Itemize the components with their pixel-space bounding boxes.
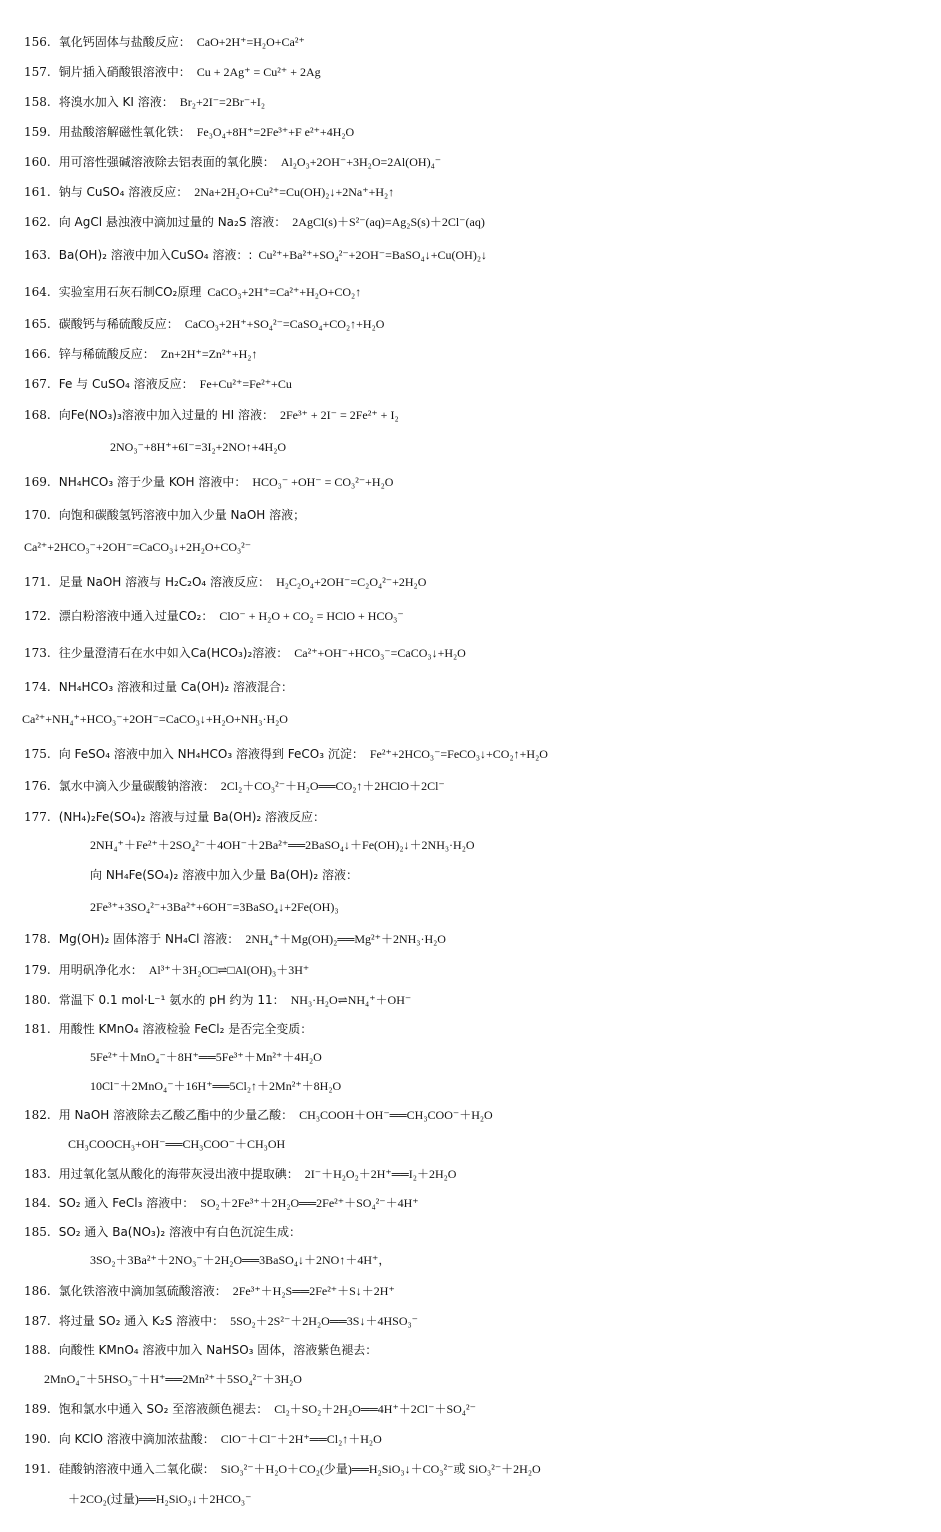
ionic-equation: CaO+2H⁺=H₂O+Ca²⁺ [196, 35, 305, 49]
item-number: 191. [24, 1462, 51, 1476]
item-number: 158. [24, 95, 51, 109]
equation-line [0, 598, 941, 630]
equation-line [0, 1068, 941, 1100]
item-number: 189. [24, 1402, 51, 1416]
reaction-description: 向Fe(NO₃)₃溶液中加入过量的 HI 溶液： [58, 408, 274, 422]
reaction-description: 将过量 SO₂ 通入 K₂S 溶液中： [58, 1314, 225, 1328]
equation-line [0, 768, 941, 800]
item-number: 187. [24, 1314, 51, 1328]
reaction-description: NH₄HCO₃ 溶于少量 KOH 溶液中： [58, 475, 247, 489]
ionic-equation: Cu²⁺+Ba²⁺+SO₄²⁻+2OH⁻=BaSO₄↓+Cu(OH)₂↓ [258, 248, 488, 262]
equation-line [0, 366, 941, 398]
reaction-description: SO₂ 通入 FeCl₃ 溶液中： [58, 1196, 195, 1210]
item-number: 168. [24, 408, 51, 422]
ionic-equation: 2NH₄⁺＋Mg(OH)₂══Mg²⁺＋2NH₃·H₂O [245, 932, 446, 946]
ionic-equation: Ca²⁺+NH₄⁺+HCO₃⁻+2OH⁻=CaCO₃↓+H₂O+NH₃·H₂O [22, 712, 288, 726]
item-number: 174. [24, 680, 51, 694]
ionic-equation: 2AgCl(s)＋S²⁻(aq)=Ag₂S(s)＋2Cl⁻(aq) [292, 215, 485, 229]
reaction-description: 用 NaOH 溶液除去乙酸乙酯中的少量乙酸： [58, 1108, 294, 1122]
equation-line [0, 1156, 941, 1188]
reaction-description: 硅酸钠溶液中通入二氧化碳： [58, 1462, 215, 1476]
reaction-description: 漂白粉溶液中通入过量CO₂： [58, 609, 214, 623]
equation-line [0, 464, 941, 496]
equation-line [0, 1039, 941, 1071]
item-number: 170. [24, 508, 51, 522]
ionic-equation: 5Fe²⁺＋MnO₄⁻＋8H⁺══5Fe³⁺＋Mn²⁺＋4H₂O [90, 1050, 322, 1064]
reaction-description: 向 FeSO₄ 溶液中加入 NH₄HCO₃ 溶液得到 FeCO₃ 沉淀： [58, 747, 364, 761]
reaction-description: 碳酸钙与稀硫酸反应： [58, 317, 179, 331]
item-number: 178. [24, 932, 51, 946]
item-number: 167. [24, 377, 51, 391]
item-number: 179. [24, 963, 51, 977]
ionic-equation: Fe₃O₄+8H⁺=2Fe³⁺+F e²⁺+4H₂O [196, 125, 355, 139]
ionic-equation: 2Fe³⁺+3SO₄²⁻+3Ba²⁺+6OH⁻=3BaSO₄↓+2Fe(OH)₃ [90, 900, 339, 914]
ionic-equation: 10Cl⁻＋2MnO₄⁻＋16H⁺══5Cl₂↑＋2Mn²⁺＋8H₂O [90, 1079, 342, 1093]
equation-line [0, 529, 941, 561]
reaction-description: 氧化钙固体与盐酸反应： [58, 35, 191, 49]
reaction-description: 实验室用石灰石制CO₂原理 [58, 285, 202, 299]
reaction-description: SO₂ 通入 Ba(NO₃)₂ 溶液中有白色沉淀生成： [58, 1225, 302, 1239]
equation-line [0, 397, 941, 429]
reaction-description: 将溴水加入 KI 溶液： [58, 95, 174, 109]
item-number: 182. [24, 1108, 51, 1122]
reaction-description: 铜片插入硝酸银溶液中： [58, 65, 191, 79]
ionic-equation: ClO⁻＋Cl⁻＋2H⁺══Cl₂↑＋H₂O [220, 1432, 382, 1446]
reaction-description: 向酸性 KMnO₄ 溶液中加入 NaHSO₃ 固体，溶液紫色褪去： [58, 1343, 378, 1357]
item-number: 169. [24, 475, 51, 489]
reaction-description: 氯化铁溶液中滴加氢硫酸溶液： [58, 1284, 227, 1298]
item-number: 171. [24, 575, 51, 589]
reaction-description: 用明矾净化水： [58, 963, 143, 977]
equation-line [0, 1421, 941, 1453]
reaction-description: 用过氧化氢从酸化的海带灰浸出液中提取碘： [58, 1167, 299, 1181]
item-number: 180. [24, 993, 51, 1007]
equation-line [0, 1451, 941, 1483]
equation-line [0, 1126, 941, 1158]
ionic-equation: CH₃COOCH₃+OH⁻══CH₃COO⁻＋CH₃OH [68, 1137, 286, 1151]
equation-line [0, 1361, 941, 1393]
item-number: 166. [24, 347, 51, 361]
reaction-description: 向 KClO 溶液中滴加浓盐酸： [58, 1432, 215, 1446]
equation-line [0, 921, 941, 953]
item-number: 160. [24, 155, 51, 169]
reaction-description: NH₄HCO₃ 溶液和过量 Ca(OH)₂ 溶液混合： [58, 680, 294, 694]
reaction-description: (NH₄)₂Fe(SO₄)₂ 溶液与过量 Ba(OH)₂ 溶液反应： [58, 810, 326, 824]
ionic-equation: CH₃COOH＋OH⁻══CH₃COO⁻＋H₂O [299, 1108, 493, 1122]
reaction-description: 足量 NaOH 溶液与 H₂C₂O₄ 溶液反应： [58, 575, 271, 589]
equation-line [0, 1097, 941, 1129]
equation-line [0, 1303, 941, 1335]
ionic-equation: 5SO₂＋2S²⁻＋2H₂O══3S↓＋4HSO₃⁻ [230, 1314, 419, 1328]
reaction-description: 氯水中滴入少量碳酸钠溶液： [58, 779, 215, 793]
equation-line [0, 952, 941, 984]
ionic-equation: Ca²⁺+2HCO₃⁻+2OH⁻=CaCO₃↓+2H₂O+CO₃²⁻ [24, 540, 252, 554]
item-number: 176. [24, 779, 51, 793]
ionic-equation: 2I⁻＋H₂O₂＋2H⁺══I₂＋2H₂O [304, 1167, 457, 1181]
ionic-equation: 2Na+2H₂O+Cu²⁺=Cu(OH)₂↓+2Na⁺+H₂↑ [194, 185, 395, 199]
equation-line [0, 274, 941, 306]
equation-line [0, 564, 941, 596]
ionic-equation: Cl₂＋SO₂＋2H₂O══4H⁺＋2Cl⁻＋SO₄²⁻ [274, 1402, 476, 1416]
ionic-equation: 2Fe³⁺＋H₂S══2Fe²⁺＋S↓＋2H⁺ [232, 1284, 395, 1298]
equation-line [0, 1332, 941, 1364]
item-number: 161. [24, 185, 51, 199]
item-number: 186. [24, 1284, 51, 1298]
reaction-description: 饱和氯水中通入 SO₂ 至溶液颜色褪去： [58, 1402, 269, 1416]
item-number: 165. [24, 317, 51, 331]
item-number: 190. [24, 1432, 51, 1446]
ionic-equation: NH₃·H₂O⇌NH₄⁺＋OH⁻ [290, 993, 412, 1007]
ionic-equation: 2NO₃⁻+8H⁺+6I⁻=3I₂+2NO↑+4H₂O [110, 440, 287, 454]
equation-line [0, 174, 941, 206]
equation-line [0, 306, 941, 338]
reaction-description: 往少量澄清石在水中如入Ca(HCO₃)₂溶液： [58, 646, 289, 660]
equation-line [0, 24, 941, 56]
equation-line [0, 237, 941, 269]
equation-line [0, 857, 941, 889]
equation-line [0, 114, 941, 146]
ionic-equation: 3SO₂＋3Ba²⁺＋2NO₃⁻＋2H₂O══3BaSO₄↓＋2NO↑＋4H⁺， [90, 1253, 391, 1267]
item-number: 164. [24, 285, 51, 299]
reaction-description: 用盐酸溶解磁性氧化铁： [58, 125, 191, 139]
ionic-equation: CaCO₃+2H⁺+SO₄²⁻=CaSO₄+CO₂↑+H₂O [184, 317, 385, 331]
item-number: 163. [24, 248, 51, 262]
equation-line [0, 1273, 941, 1305]
item-number: 188. [24, 1343, 51, 1357]
item-number: 177. [24, 810, 51, 824]
ionic-equation: ClO⁻ + H₂O + CO₂ = HClO + HCO₃⁻ [219, 609, 404, 623]
equation-line [0, 497, 941, 529]
reaction-description: 钠与 CuSO₄ 溶液反应： [58, 185, 189, 199]
item-number: 172. [24, 609, 51, 623]
ionic-equation: CaCO₃+2H⁺=Ca²⁺+H₂O+CO₂↑ [207, 285, 362, 299]
ionic-equation: SiO₃²⁻＋H₂O＋CO₂(少量)══H₂SiO₃↓＋CO₃²⁻或 SiO₃²⁻＋2H₂O [220, 1462, 541, 1476]
equation-line [0, 1185, 941, 1217]
equation-line [0, 336, 941, 368]
item-number: 156. [24, 35, 51, 49]
ionic-equation: Ca²⁺+OH⁻+HCO₃⁻=CaCO₃↓+H₂O [294, 646, 466, 660]
equation-line [0, 635, 941, 667]
reaction-description: 锌与稀硫酸反应： [58, 347, 155, 361]
equation-line [0, 827, 941, 859]
equation-line [0, 736, 941, 768]
reaction-description: 用酸性 KMnO₄ 溶液检验 FeCl₂ 是否完全变质： [58, 1022, 313, 1036]
item-number: 184. [24, 1196, 51, 1210]
equation-line [0, 1391, 941, 1423]
ionic-equation: Al₂O₃+2OH⁻+3H₂O=2Al(OH)₄⁻ [280, 155, 442, 169]
ionic-equation: 2MnO₄⁻＋5HSO₃⁻＋H⁺══2Mn²⁺＋5SO₄²⁻＋3H₂O [44, 1372, 302, 1386]
ionic-equation: Zn+2H⁺=Zn²⁺+H₂↑ [160, 347, 258, 361]
ionic-equation: 2Cl₂＋CO₃²⁻＋H₂O══CO₂↑＋2HClO＋2Cl⁻ [220, 779, 445, 793]
ionic-equation: ＋2CO₂(过量)══H₂SiO₃↓＋2HCO₃⁻ [68, 1492, 252, 1506]
item-number: 162. [24, 215, 51, 229]
ionic-equation: H₂C₂O₄+2OH⁻=C₂O₄²⁻+2H₂O [276, 575, 427, 589]
equation-line [0, 889, 941, 921]
ionic-equation: Fe+Cu²⁺=Fe²⁺+Cu [199, 377, 292, 391]
equation-line [0, 54, 941, 86]
item-number: 183. [24, 1167, 51, 1181]
item-number: 185. [24, 1225, 51, 1239]
item-number: 173. [24, 646, 51, 660]
reaction-description: 向饱和碳酸氢钙溶液中加入少量 NaOH 溶液； [58, 508, 306, 522]
equation-line [0, 1481, 941, 1513]
item-number: 159. [24, 125, 51, 139]
reaction-description: Mg(OH)₂ 固体溶于 NH₄Cl 溶液： [58, 932, 240, 946]
reaction-description: Fe 与 CuSO₄ 溶液反应： [58, 377, 194, 391]
ionic-equation: Al³⁺＋3H₂O□⇌□Al(OH)₃＋3H⁺ [148, 963, 310, 977]
equation-line [0, 204, 941, 236]
item-number: 175. [24, 747, 51, 761]
equation-line [0, 429, 941, 461]
equation-line [0, 669, 941, 701]
ionic-equation: 2Fe³⁺ + 2I⁻ = 2Fe²⁺ + I₂ [279, 408, 399, 422]
reaction-description: 向 NH₄Fe(SO₄)₂ 溶液中加入少量 Ba(OH)₂ 溶液： [90, 868, 358, 882]
reaction-description: 用可溶性强碱溶液除去铝表面的氧化膜： [58, 155, 275, 169]
ionic-equation: 2NH₄⁺＋Fe²⁺＋2SO₄²⁻＋4OH⁻＋2Ba²⁺══2BaSO₄↓＋Fe(OH)₂↓＋2NH₃·H₂O [90, 838, 475, 852]
ionic-equation: HCO₃⁻ +OH⁻ = CO₃²⁻+H₂O [252, 475, 394, 489]
reaction-description: 常温下 0.1 mol·L⁻¹ 氨水的 pH 约为 11： [58, 993, 285, 1007]
equation-line [0, 84, 941, 116]
ionic-equation: Fe²⁺+2HCO₃⁻=FeCO₃↓+CO₂↑+H₂O [369, 747, 548, 761]
reaction-description: 向 AgCl 悬浊液中滴加过量的 Na₂S 溶液： [58, 215, 287, 229]
ionic-equation: SO₂＋2Fe³⁺＋2H₂O══2Fe²⁺＋SO₄²⁻＋4H⁺ [200, 1196, 419, 1210]
equation-line [0, 982, 941, 1014]
item-number: 181. [24, 1022, 51, 1036]
ionic-equation: Cu + 2Ag⁺ = Cu²⁺ + 2Ag [196, 65, 321, 79]
equation-line [0, 144, 941, 176]
equation-line [0, 1242, 941, 1274]
item-number: 157. [24, 65, 51, 79]
equation-line [0, 701, 941, 733]
reaction-description: Ba(OH)₂ 溶液中加入CuSO₄ 溶液：: [58, 248, 253, 262]
ionic-equation: Br₂+2I⁻=2Br⁻+I₂ [179, 95, 266, 109]
